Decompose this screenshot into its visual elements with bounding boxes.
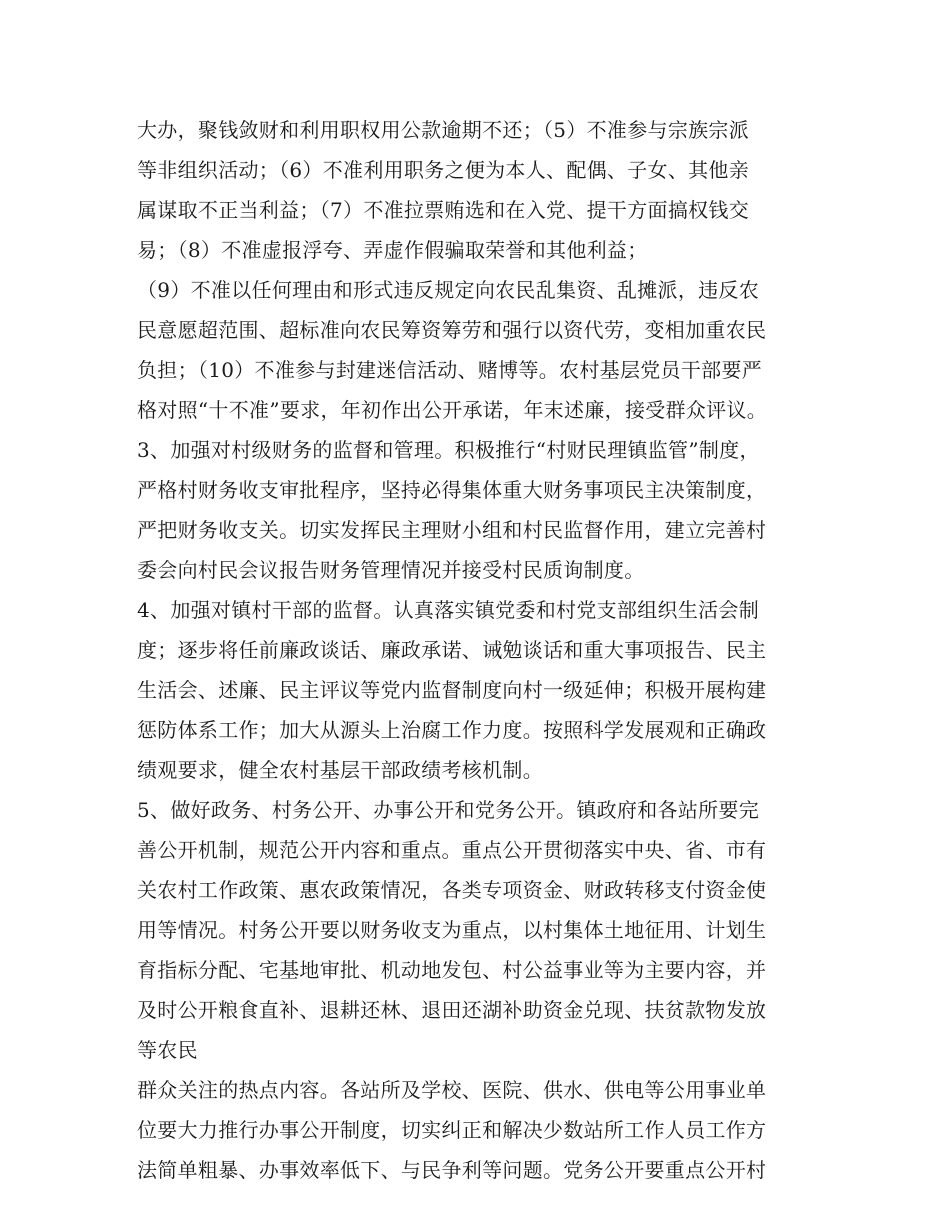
text-line: 位要大力推行办事公开制度，切实纠正和解决少数站所工作人员工作方	[137, 1118, 767, 1142]
text-line: 善公开机制，规范公开内容和重点。重点公开贯彻落实中央、省、市有	[137, 838, 767, 862]
text-line: 格对照“十不准”要求，年初作出公开承诺，年末述廉，接受群众评议。	[137, 398, 768, 422]
text-line: 3、加强对村级财务的监督和管理。积极推行“村财民理镇监管”制度，	[137, 438, 760, 462]
text-line: 生活会、述廉、民主评议等党内监督制度向村一级延伸；积极开展构建	[137, 678, 767, 702]
text-line: 委会向村民会议报告财务管理情况并接受村民质询制度。	[137, 558, 645, 582]
text-line: 用等情况。村务公开要以财务收支为重点，以村集体土地征用、计划生	[137, 918, 767, 942]
text-line: 易；（8）不准虚报浮夸、弄虚作假骗取荣誉和其他利益；	[137, 238, 648, 262]
text-line: 度；逐步将任前廉政谈话、廉政承诺、诫勉谈话和重大事项报告、民主	[137, 638, 767, 662]
text-line: 及时公开粮食直补、退耕还林、退田还湖补助资金兑现、扶贫款物发放	[137, 998, 767, 1022]
text-line: （9）不准以任何理由和形式违反规定向农民乱集资、乱摊派，违反农	[137, 278, 760, 302]
text-line: 等农民	[137, 1038, 198, 1062]
text-line: 群众关注的热点内容。各站所及学校、医院、供水、供电等公用事业单	[137, 1078, 767, 1102]
text-line: 4、加强对镇村干部的监督。认真落实镇党委和村党支部组织生活会制	[137, 598, 760, 622]
document-body	[137, 110, 837, 1190]
text-line: 负担；（10）不准参与封建迷信活动、赌博等。农村基层党员干部要严	[137, 358, 763, 382]
text-line: 育指标分配、宅基地审批、机动地发包、村公益事业等为主要内容，并	[137, 958, 767, 982]
text-line: 属谋取不正当利益；（7）不准拉票贿选和在入党、提干方面搞权钱交	[137, 198, 750, 222]
text-line: 关农村工作政策、惠农政策情况，各类专项资金、财政转移支付资金使	[137, 878, 767, 902]
text-line: 5、做好政务、村务公开、办事公开和党务公开。镇政府和各站所要完	[137, 798, 760, 822]
text-line: 严格村财务收支审批程序，坚持必得集体重大财务事项民主决策制度，	[137, 478, 767, 502]
text-line: 法简单粗暴、办事效率低下、与民争利等问题。党务公开要重点公开村	[137, 1158, 767, 1182]
text-line: 大办，聚钱敛财和利用职权用公款逾期不还；（5）不准参与宗族宗派	[137, 118, 750, 142]
text-line: 民意愿超范围、超标准向农民筹资筹劳和强行以资代劳，变相加重农民	[137, 318, 767, 342]
text-line: 等非组织活动；（6）不准利用职务之便为本人、配偶、子女、其他亲	[137, 158, 750, 182]
text-line: 绩观要求，健全农村基层干部政绩考核机制。	[137, 758, 543, 782]
text-line: 惩防体系工作；加大从源头上治腐工作力度。按照科学发展观和正确政	[137, 718, 767, 742]
text-line: 严把财务收支关。切实发挥民主理财小组和村民监督作用，建立完善村	[137, 518, 767, 542]
